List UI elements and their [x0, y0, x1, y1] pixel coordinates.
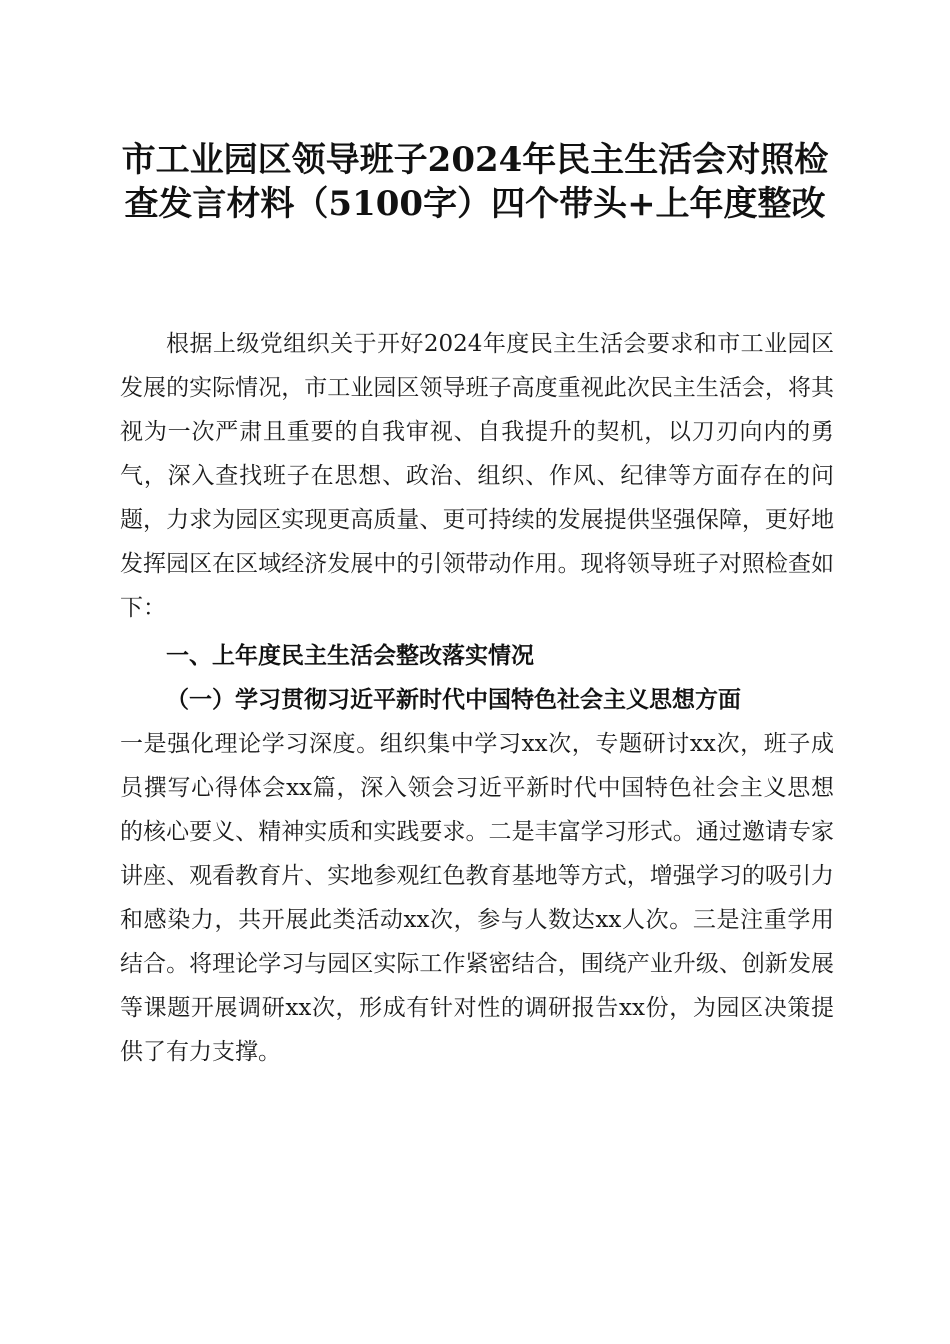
document-title: 市工业园区领导班子2024年民主生活会对照检查发言材料（5100字）四个带头+上年度整改: [121, 140, 829, 224]
intro-paragraph: 根据上级党组织关于开好2024年度民主生活会要求和市工业园区发展的实际情况，市工业园区领导班子高度重视此次民主生活会，将其视为一次严肃且重要的自我审视、自我提升的契机，以刀刃向内的勇气，深入查找班子在思想、政治、组织、作风、纪律等方面存在的问题，力求为园区实现更高质量、更可持续的发展提供坚强保障，更好地发挥园区在区域经济发展中的引领带动作用。现将领导班子对照检查如下：: [120, 331, 834, 621]
subsection-1-paragraph: 一是强化理论学习深度。组织集中学习xx次，专题研讨xx次，班子成员撰写心得体会xx篇，深入领会习近平新时代中国特色社会主义思想的核心要义、精神实质和实践要求。二是丰富学习形式。通过邀请专家讲座、观看教育片、实地参观红色教育基地等方式，增强学习的吸引力和感染力，共开展此类活动xx次，参与人数达xx人次。三是注重学用结合。将理论学习与园区实际工作紧密结合，围绕产业升级、创新发展等课题开展调研xx次，形成有针对性的调研报告xx份，为园区决策提供了有力支撑。: [120, 731, 834, 1065]
subsection-heading-1: （一）学习贯彻习近平新时代中国特色社会主义思想方面: [166, 686, 741, 713]
section-heading-1: 一、上年度民主生活会整改落实情况: [166, 643, 534, 669]
